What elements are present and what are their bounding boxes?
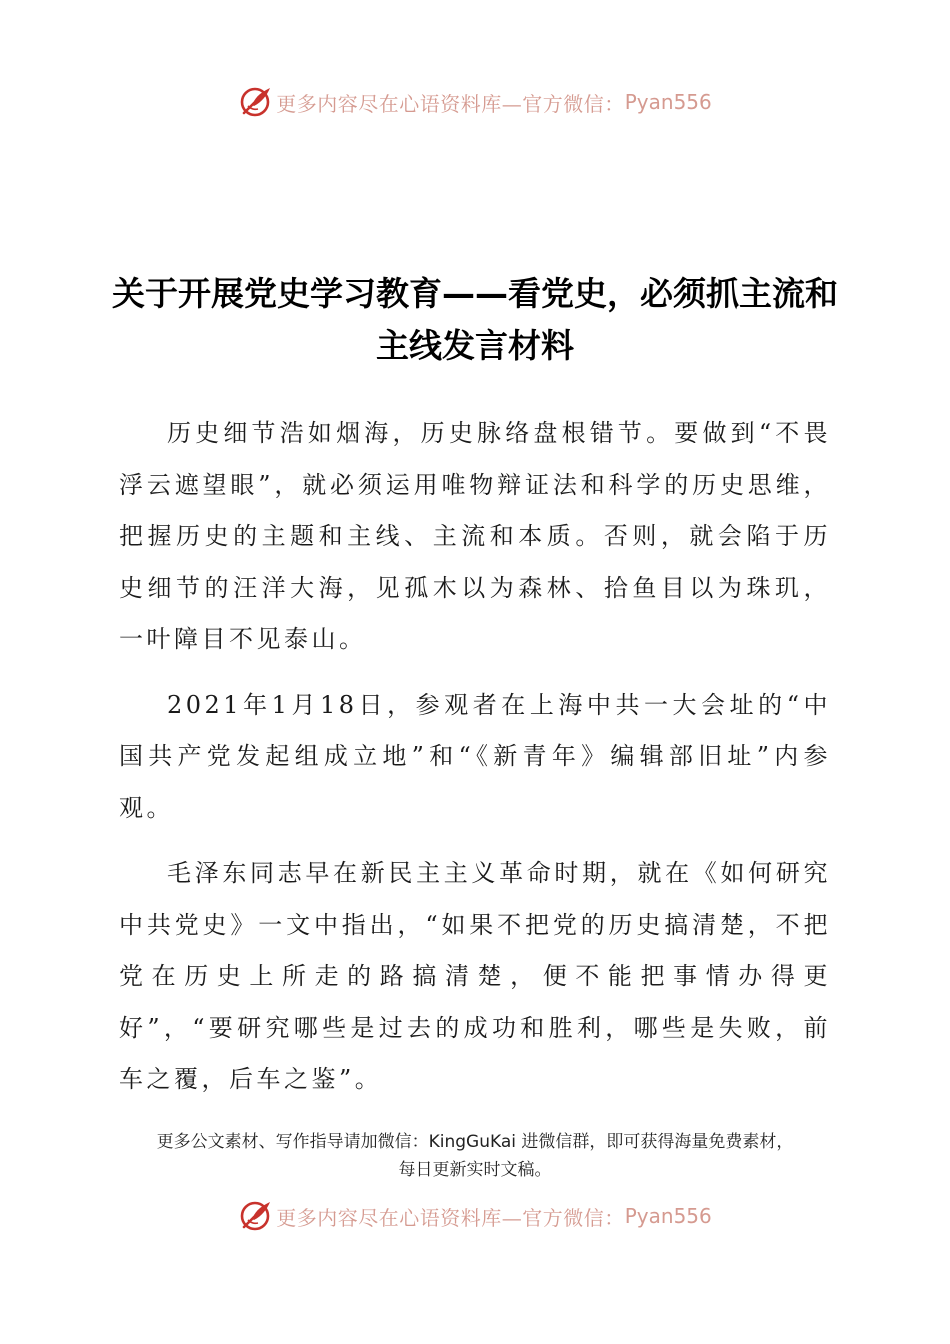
quill-pen-logo-icon xyxy=(238,1199,272,1233)
banner-wechat-id: Pyan556 xyxy=(624,90,712,114)
body-paragraph: 毛泽东同志早在新民主主义革命时期，就在《如何研究中共党史》一文中指出，“如果不把党的历史搞清楚，不把党在历史上所走的路搞清楚，便不能把事情办得更好”，“要研究哪些是过去的成功和胜利，哪些是失败，前车之覆，后车之鉴”。 xyxy=(119,859,831,1093)
footer-note xyxy=(95,1128,855,1184)
banner-wechat-id: Pyan556 xyxy=(624,1204,712,1228)
body-paragraph: 历史细节浩如烟海，历史脉络盘根错节。要做到“不畏浮云遮望眼”，就必须运用唯物辩证法和科学的历史思维，把握历史的主题和主线、主流和本质。否则，就会陷于历史细节的汪洋大海，见孤木以为森林、拾鱼目以为珠玑，一叶障目不见泰山。 xyxy=(119,419,831,653)
document-body xyxy=(119,408,831,1120)
footer-note-line: 每日更新实时文稿。 xyxy=(398,1160,552,1180)
banner-text: 更多内容尽在心语资料库—官方微信： xyxy=(276,91,625,116)
footer-banner xyxy=(0,1194,950,1238)
document-title: 关于开展党史学习教育——看党史，必须抓主流和主线发言材料 xyxy=(112,274,838,365)
body-paragraph: 2021年1月18日，参观者在上海中共一大会址的“中国共产党发起组成立地”和“《新青年》编辑部旧址”内参观。 xyxy=(119,690,831,822)
banner-text: 更多内容尽在心语资料库—官方微信： xyxy=(276,1205,625,1230)
quill-pen-logo-icon xyxy=(238,85,272,119)
header-banner xyxy=(0,80,950,124)
footer-note-line: 更多公文素材、写作指导请加微信：KingGuKai 进微信群，即可获得海量免费素材， xyxy=(156,1132,794,1152)
